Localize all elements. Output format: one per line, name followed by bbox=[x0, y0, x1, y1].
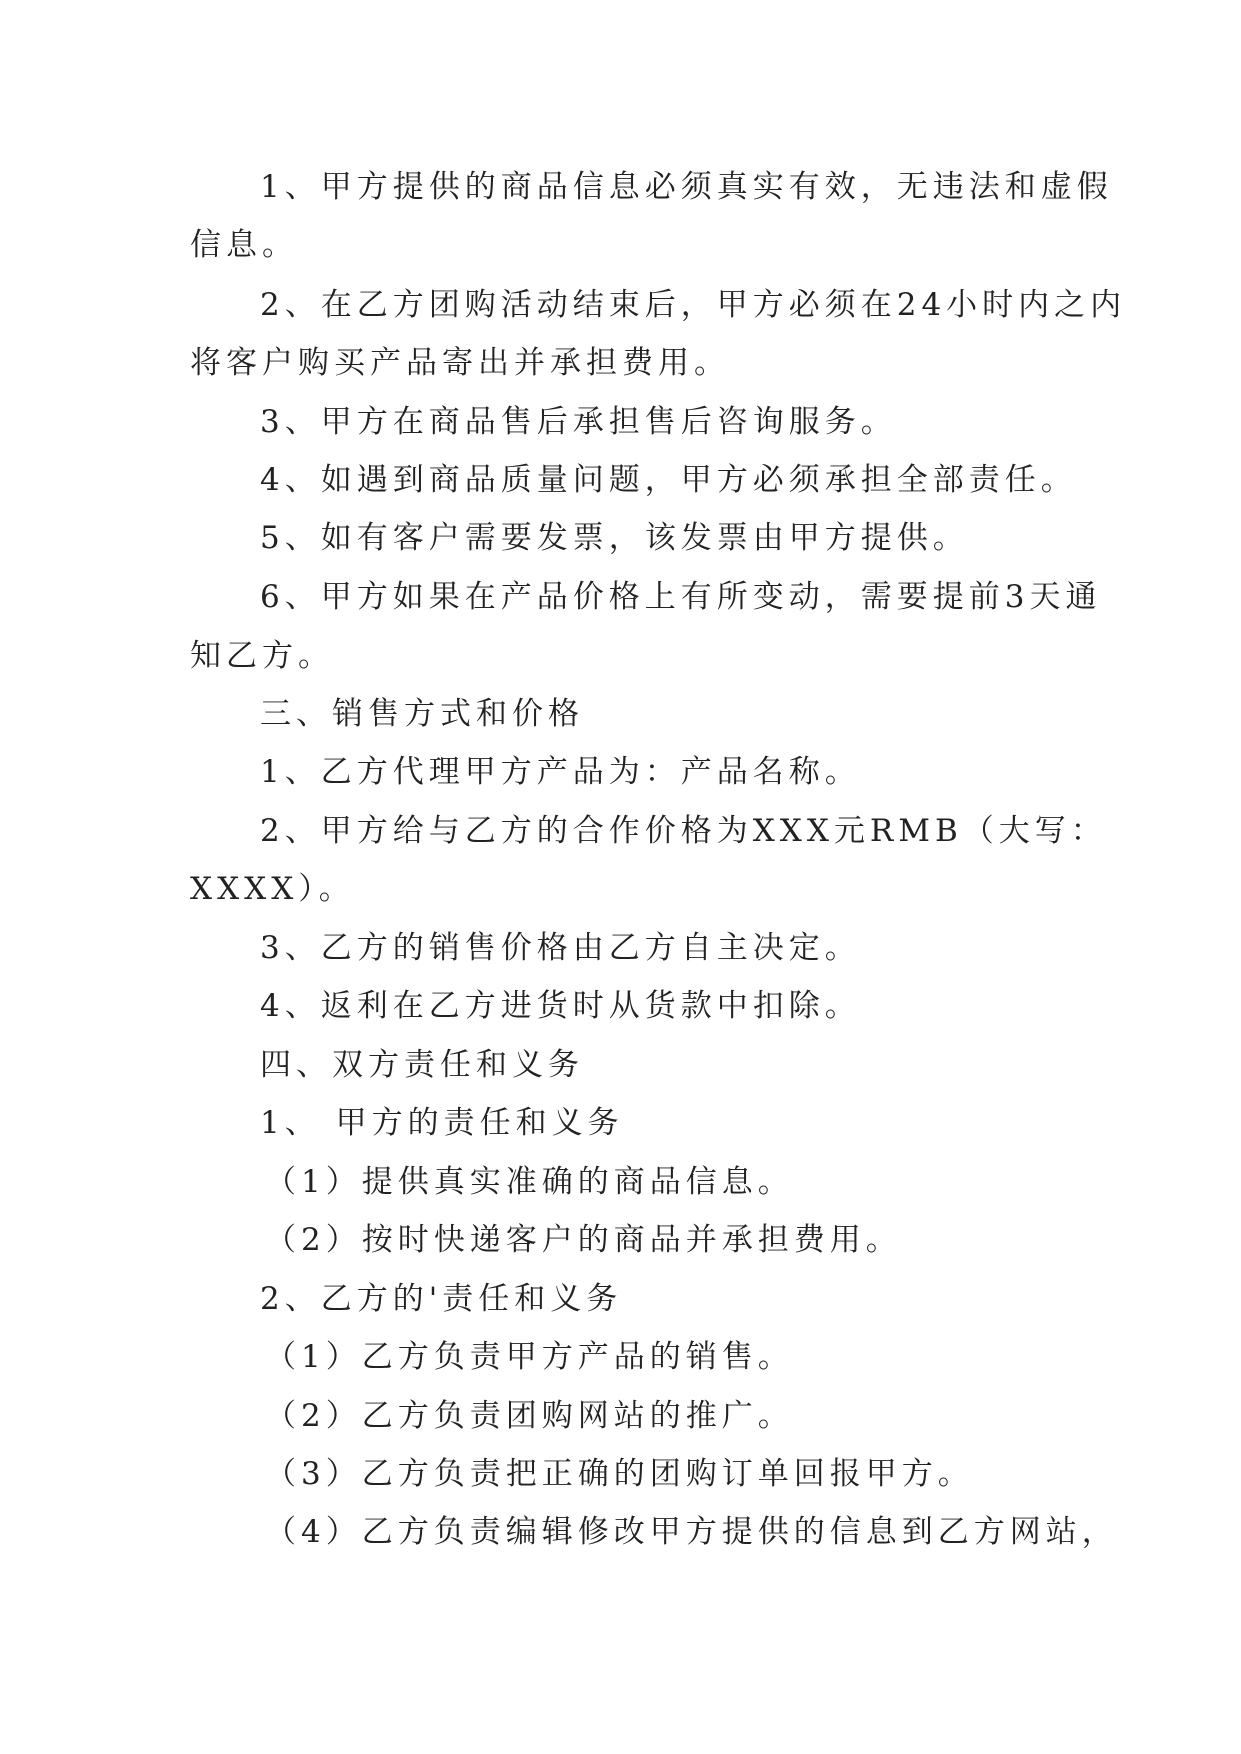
clause-price-change-notice: 6、甲方如果在产品价格上有所变动，需要提前3天通 bbox=[260, 579, 1102, 615]
section-heading-responsibilities: 四、双方责任和义务 bbox=[260, 1047, 584, 1083]
clause-supplier-info-truthful-cont: 信息。 bbox=[190, 227, 298, 263]
party-b-duty-item: （2）乙方负责团购网站的推广。 bbox=[265, 1398, 794, 1434]
clause-invoice: 5、如有客户需要发票，该发票由甲方提供。 bbox=[260, 520, 969, 556]
clause-retail-price: 3、乙方的销售价格由乙方自主决定。 bbox=[260, 930, 861, 966]
clause-rebate: 4、返利在乙方进货时从货款中扣除。 bbox=[260, 988, 861, 1024]
party-b-duty-item: （4）乙方负责编辑修改甲方提供的信息到乙方网站， bbox=[265, 1514, 1118, 1550]
party-a-duty-item: （2）按时快递客户的商品并承担费用。 bbox=[265, 1222, 902, 1258]
clause-cooperation-price: 2、甲方给与乙方的合作价格为XXX元RMB（大写： bbox=[260, 813, 1107, 849]
clause-shipping-deadline: 2、在乙方团购活动结束后，甲方必须在24小时内之内 bbox=[260, 287, 1127, 323]
clause-cooperation-price-cont: XXXX）。 bbox=[190, 871, 355, 907]
clause-price-change-notice-cont: 知乙方。 bbox=[190, 638, 334, 674]
clause-shipping-deadline-cont: 将客户购买产品寄出并承担费用。 bbox=[190, 345, 730, 381]
subheading-party-a-duties: 1、 甲方的责任和义务 bbox=[260, 1105, 624, 1141]
clause-after-sales: 3、甲方在商品售后承担售后咨询服务。 bbox=[260, 404, 897, 440]
clause-agency-product: 1、乙方代理甲方产品为：产品名称。 bbox=[260, 754, 861, 790]
party-b-duty-item: （3）乙方负责把正确的团购订单回报甲方。 bbox=[265, 1456, 974, 1492]
clause-quality-liability: 4、如遇到商品质量问题，甲方必须承担全部责任。 bbox=[260, 462, 1077, 498]
party-b-duty-item: （1）乙方负责甲方产品的销售。 bbox=[265, 1339, 794, 1375]
party-a-duty-item: （1）提供真实准确的商品信息。 bbox=[265, 1164, 794, 1200]
section-heading-sales-method: 三、销售方式和价格 bbox=[260, 696, 584, 732]
subheading-party-b-duties: 2、乙方的'责任和义务 bbox=[260, 1281, 623, 1317]
clause-supplier-info-truthful: 1、甲方提供的商品信息必须真实有效，无违法和虚假 bbox=[260, 169, 1113, 205]
